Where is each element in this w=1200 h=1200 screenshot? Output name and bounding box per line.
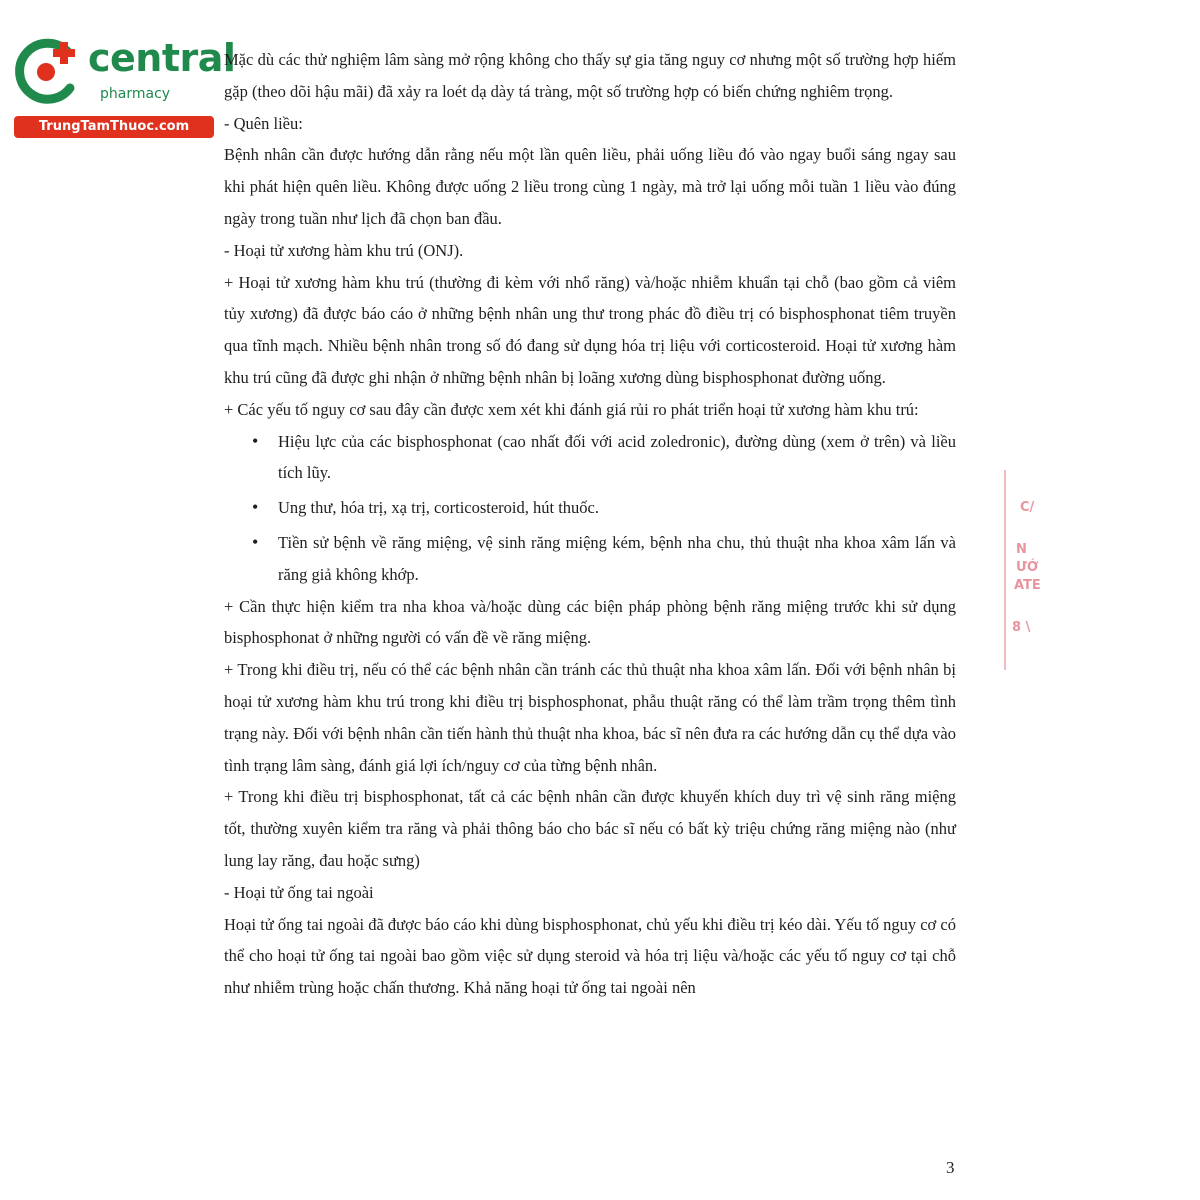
risk-factor-list [224,426,956,591]
brand-name: central [88,36,236,80]
central-pharmacy-logo [8,34,236,144]
website-badge: TrungTamThuoc.com [14,116,214,138]
section-heading: - Hoại tử xương hàm khu trú (ONJ). [224,240,464,260]
paragraph: + Hoại tử xương hàm khu trú (thường đi kèm với nhổ răng) và/hoặc nhiễm khuẩn tại chỗ (bao gồm cả viêm tủy xương) đã được báo cáo ở những bệnh nhân ung thư trong phác đồ điều trị có bisphosphonat tiêm truyền qua tĩnh mạch. Nhiều bệnh nhân trong số đó đang sử dụng hóa trị liệu với corticosteroid. Hoại tử xương hàm khu trú cũng đã được ghi nhận ở những bệnh nhân bị loãng xương dùng bisphosphonat đường uống. [224,272,956,387]
page-number: 3 [946,1158,955,1177]
paragraph: + Trong khi điều trị, nếu có thể các bệnh nhân cần tránh các thủ thuật nha khoa xâm lấn. Đối với bệnh nhân bị hoại tử xương hàm khu trú trong khi điều trị bisphosphonat, phẫu thuật răng có thể làm trầm trọng thêm tình trạng này. Đối với bệnh nhân cần tiến hành thủ thuật nha khoa, bác sĩ nên đưa ra các hướng dẫn cụ thể dựa vào tình trạng lâm sàng, đánh giá lợi ích/nguy cơ của từng bệnh nhân. [224,660,956,775]
paragraph: Hoại tử ống tai ngoài đã được báo cáo khi dùng bisphosphonat, chủ yếu khi điều trị kéo dài. Yếu tố nguy cơ có thể cho hoại tử ống tai ngoài bao gồm việc sử dụng steroid và hóa trị liệu và/hoặc các yếu tố nguy cơ tại chỗ như nhiễm trùng hoặc chấn thương. Khả năng hoại tử ống tai ngoài nên [224,914,956,998]
paragraph: + Các yếu tố nguy cơ sau đây cần được xem xét khi đánh giá rủi ro phát triển hoại tử xương hàm khu trú: [224,399,919,419]
paragraph: Bệnh nhân cần được hướng dẫn rằng nếu một lần quên liều, phải uống liều đó vào ngay buổi sáng ngay sau khi phát hiện quên liều. Không được uống 2 liều trong cùng 1 ngày, mà trở lại uống mỗi tuần 1 liều vào đúng ngày trong tuần như lịch đã chọn ban đầu. [224,145,956,228]
paragraph: Mặc dù các thử nghiệm lâm sàng mở rộng không cho thấy sự gia tăng nguy cơ nhưng một số trường hợp hiếm gặp (theo dõi hậu mãi) đã xảy ra loét dạ dày tá tràng, một số trường hợp có biến chứng nghiêm trọng. [224,50,956,101]
list-item: • Ung thư, hóa trị, xạ trị, corticosteroid, hút thuốc. [278,492,956,524]
red-stamp-mark: C/ N ƯỚ ATE 8 \ [1004,470,1040,670]
paragraph: + Cần thực hiện kiểm tra nha khoa và/hoặc dùng các biện pháp phòng bệnh răng miệng trước khi sử dụng bisphosphonat ở những người có vấn đề về răng miệng. [224,596,956,648]
list-item: • Hiệu lực của các bisphosphonat (cao nhất đối với acid zoledronic), đường dùng (xem ở trên) và liều tích lũy. [278,426,956,490]
list-item: • Tiền sử bệnh về răng miệng, vệ sinh răng miệng kém, bệnh nha chu, thủ thuật nha khoa xâm lấn và răng giả không khớp. [278,527,956,591]
brand-subtitle: pharmacy [100,86,171,102]
section-heading: - Hoại tử ống tai ngoài [224,882,374,902]
pharmacy-cross-logo-icon [8,34,84,110]
document-body [224,44,956,1004]
section-heading: - Quên liều: [224,113,303,133]
paragraph: + Trong khi điều trị bisphosphonat, tất cả các bệnh nhân cần được khuyến khích duy trì vệ sinh răng miệng tốt, thường xuyên kiểm tra răng và phải thông báo cho bác sĩ nếu có bất kỳ triệu chứng răng miệng nào (như lung lay răng, đau hoặc sưng) [224,787,956,870]
